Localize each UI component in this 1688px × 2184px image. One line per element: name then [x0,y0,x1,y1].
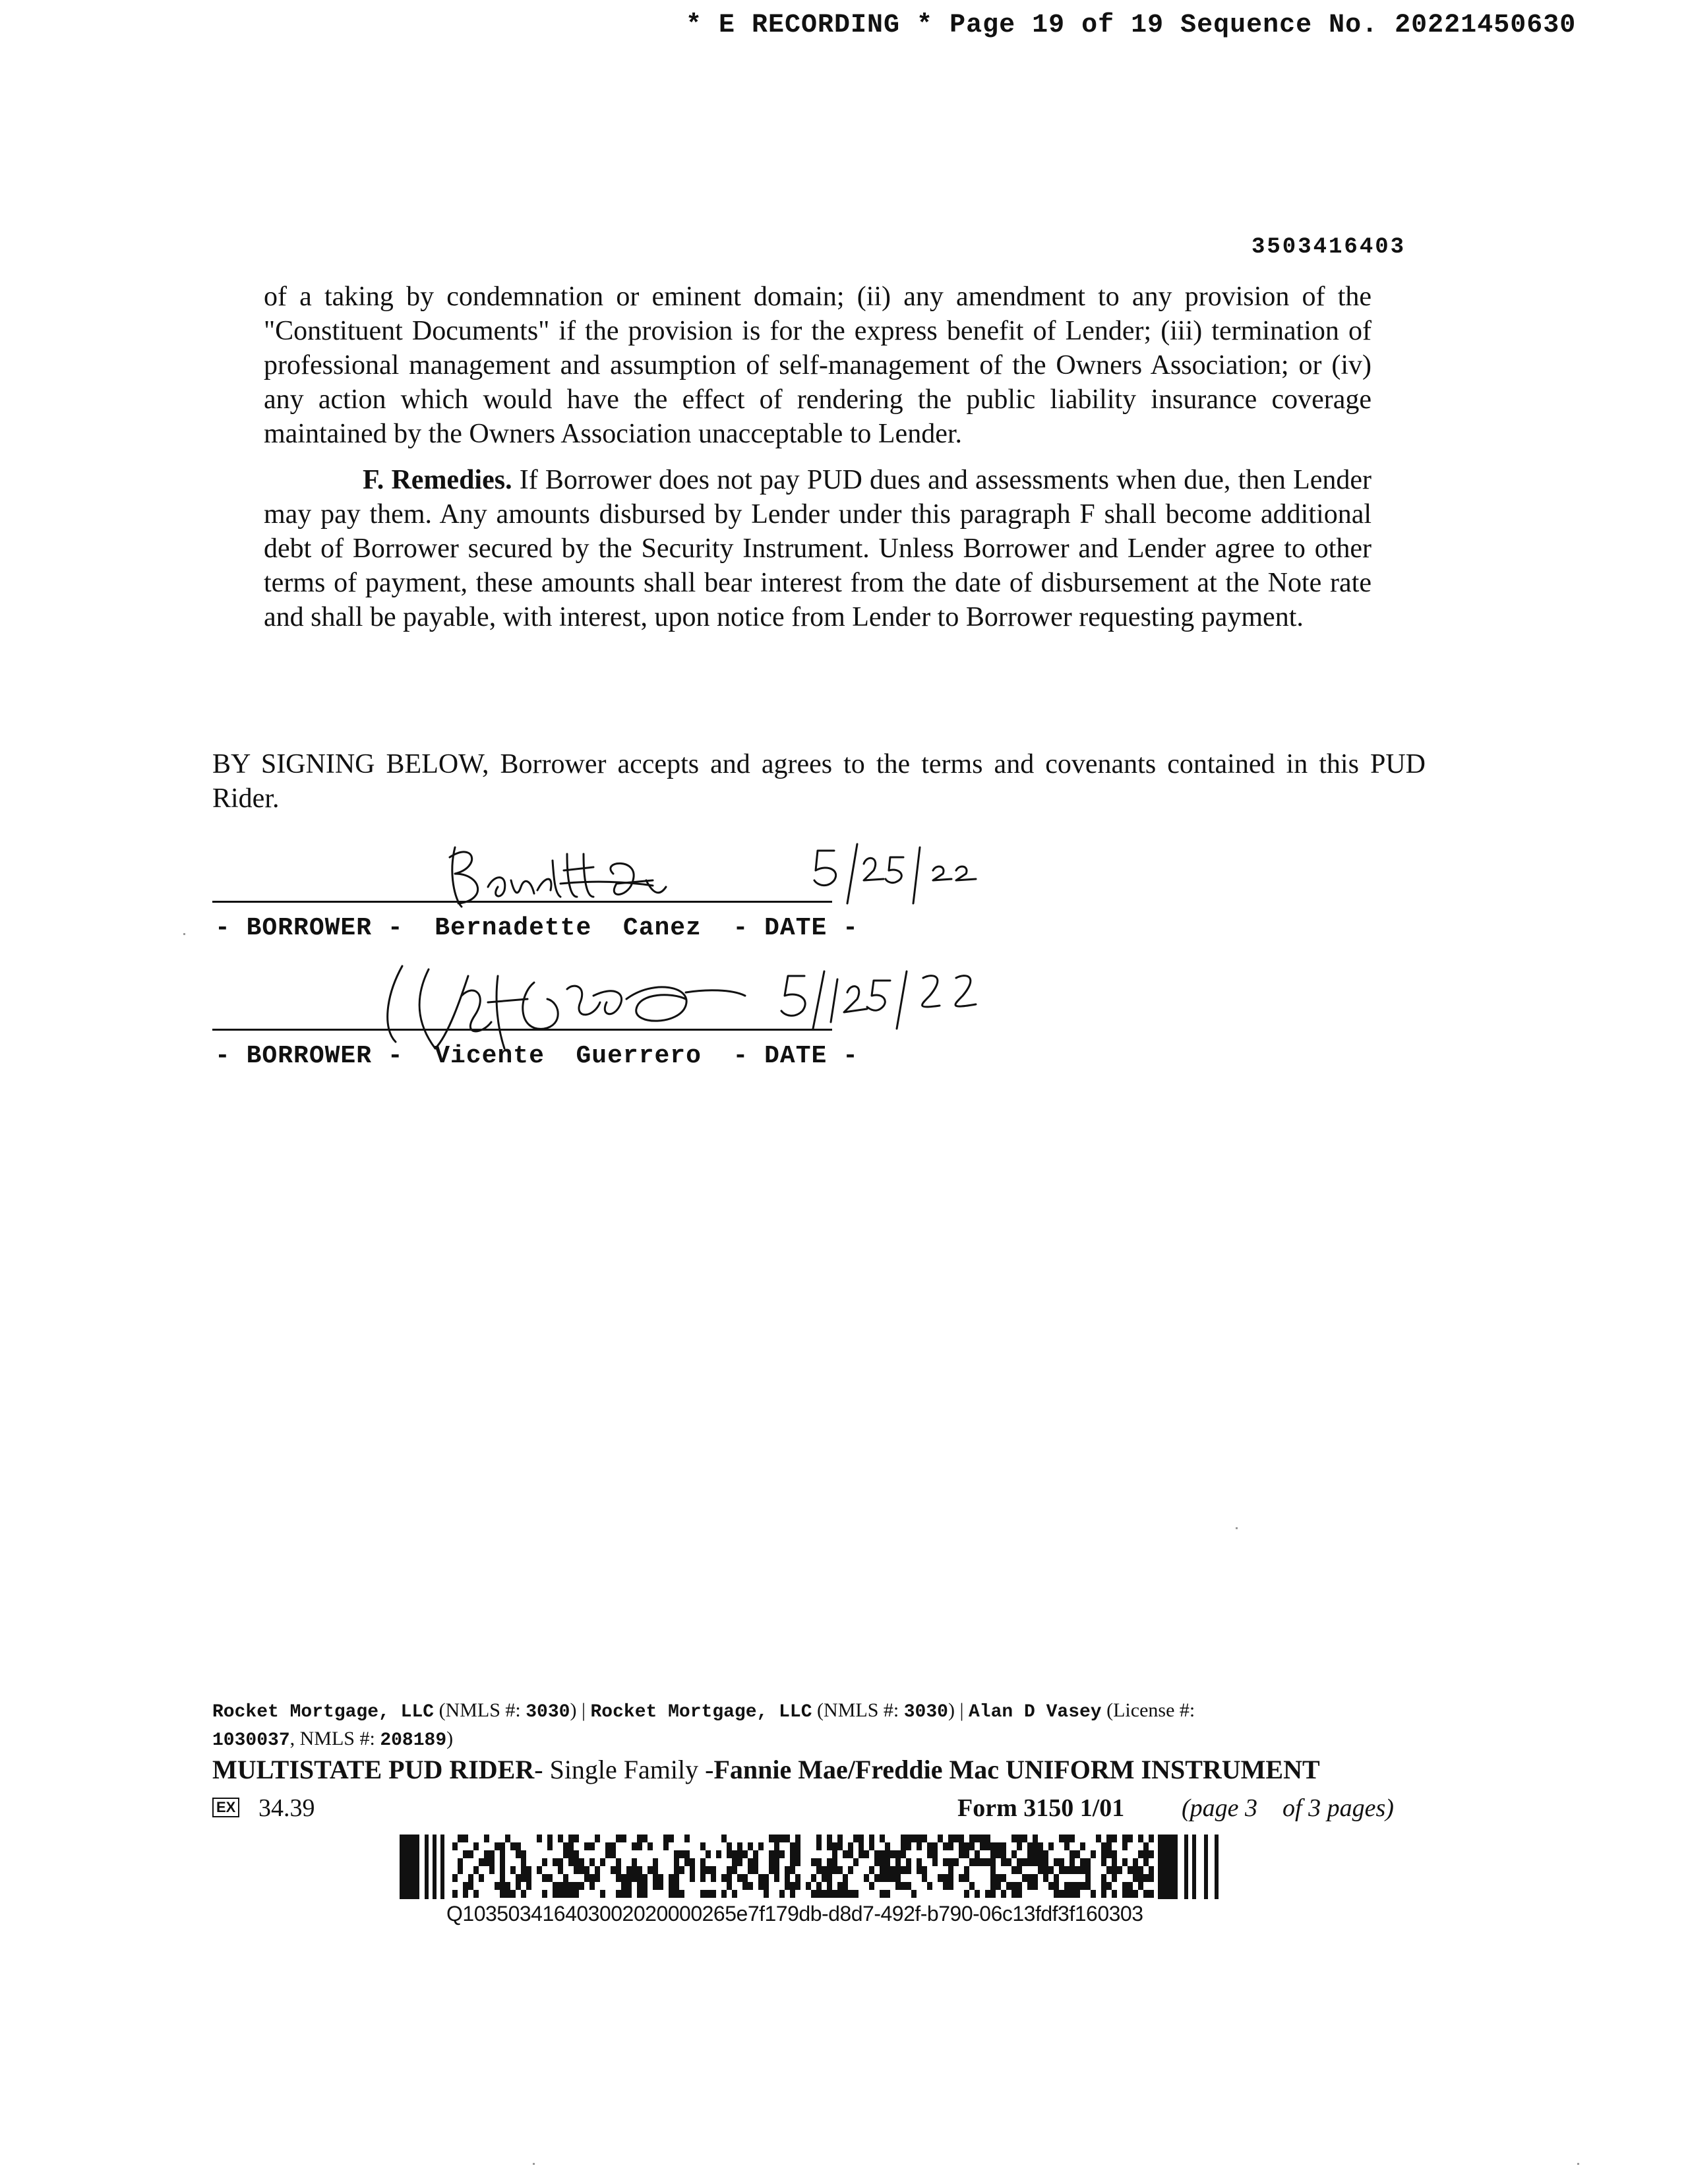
form-title-part-3: Fannie Mae/Freddie Mac UNIFORM INSTRUMENT [713,1755,1320,1784]
version-number: 34.39 [258,1794,315,1822]
lender-close-1: ) [570,1699,577,1721]
remedies-text: If Borrower does not pay PUD dues and assessments when due, then Lender may pay them. Any amounts disbursed by Lender under this paragraph F shall become additional debt of Borrower secured by the Security Instrument. Unless Borrower and Lender agree to other terms of payment, these amounts shall bear interest from the date of disbursement at the Note rate and shall be payable, with interest, upon notice from Lender to Borrower requesting payment. [264,465,1372,632]
form-title-part-2: - Single Family - [534,1755,714,1784]
signature-caption-1: - BORROWER - Bernadette Canez - DATE - [215,914,859,942]
originator-license-label: (License #: [1101,1699,1195,1721]
form-meta [212,1794,1412,1827]
originator-close: ) [446,1728,454,1749]
lender-nmls-1: 3030 [526,1702,570,1722]
paragraph-remedies [264,463,1372,634]
ex-badge: EX [212,1798,239,1817]
signature-caption-2: - BORROWER - Vicente Guerrero - DATE - [215,1042,859,1070]
scan-speck [1236,1527,1238,1529]
handwritten-date-1 [808,841,1032,913]
remedies-heading: F. Remedies. [363,465,512,495]
form-number: Form 3150 1/01 [957,1794,1125,1822]
signing-statement: BY SIGNING BELOW, Borrower accepts and agrees to the terms and covenants contained in this PUD Rider. [212,749,1426,814]
scan-speck [1577,2163,1579,2165]
barcode-text: Q103503416403002020000265e7f179db-d8d7-492f-b790-06c13fdf3f160303 [446,1902,1143,1926]
lender-nmls-2: 3030 [903,1702,948,1722]
originator-nmls: 208189 [380,1730,447,1751]
recording-header: * E RECORDING * Page 19 of 19 Sequence No. 20221450630 [686,11,1577,40]
signature-line-2 [212,1029,832,1031]
page-indicator: (page 3 of 3 pages) [1182,1794,1394,1822]
paragraph-continuation: of a taking by condemnation or eminent domain; (ii) any amendment to any provision of the "Constituent Documents" if the provision is for the express benefit of Lender; (iii) termination of professional management and assumption of self-management of the Owners Association; or (iv) any action which would have the effect of rendering the public liability insurance coverage maintained by the Owners Association unacceptable to Lender. [264,282,1372,449]
lender-close-2: ) [948,1699,955,1721]
lender-name-2: Rocket Mortgage, LLC [590,1702,812,1722]
handwritten-date-2 [775,966,999,1039]
separator-2: | [954,1699,969,1721]
scan-speck [533,2163,535,2165]
originator-name: Alan D Vasey [968,1702,1102,1722]
originator-license: 1030037 [212,1730,290,1751]
form-title [212,1754,1320,1785]
scan-speck [183,933,185,935]
preparer-info [212,1697,1373,1754]
rider-body [264,280,1372,634]
separator-1: | [576,1699,591,1721]
lender-nmls-label-2: (NMLS #: [812,1699,904,1721]
originator-nmls-label: , NMLS #: [289,1728,380,1749]
lender-name-1: Rocket Mortgage, LLC [212,1702,435,1722]
form-title-part-1: MULTISTATE PUD RIDER [212,1755,535,1784]
signature-line-1 [212,901,832,903]
loan-number: 3503416403 [1251,235,1406,260]
lender-nmls-label-1: (NMLS #: [434,1699,526,1721]
barcode [400,1835,1230,1899]
